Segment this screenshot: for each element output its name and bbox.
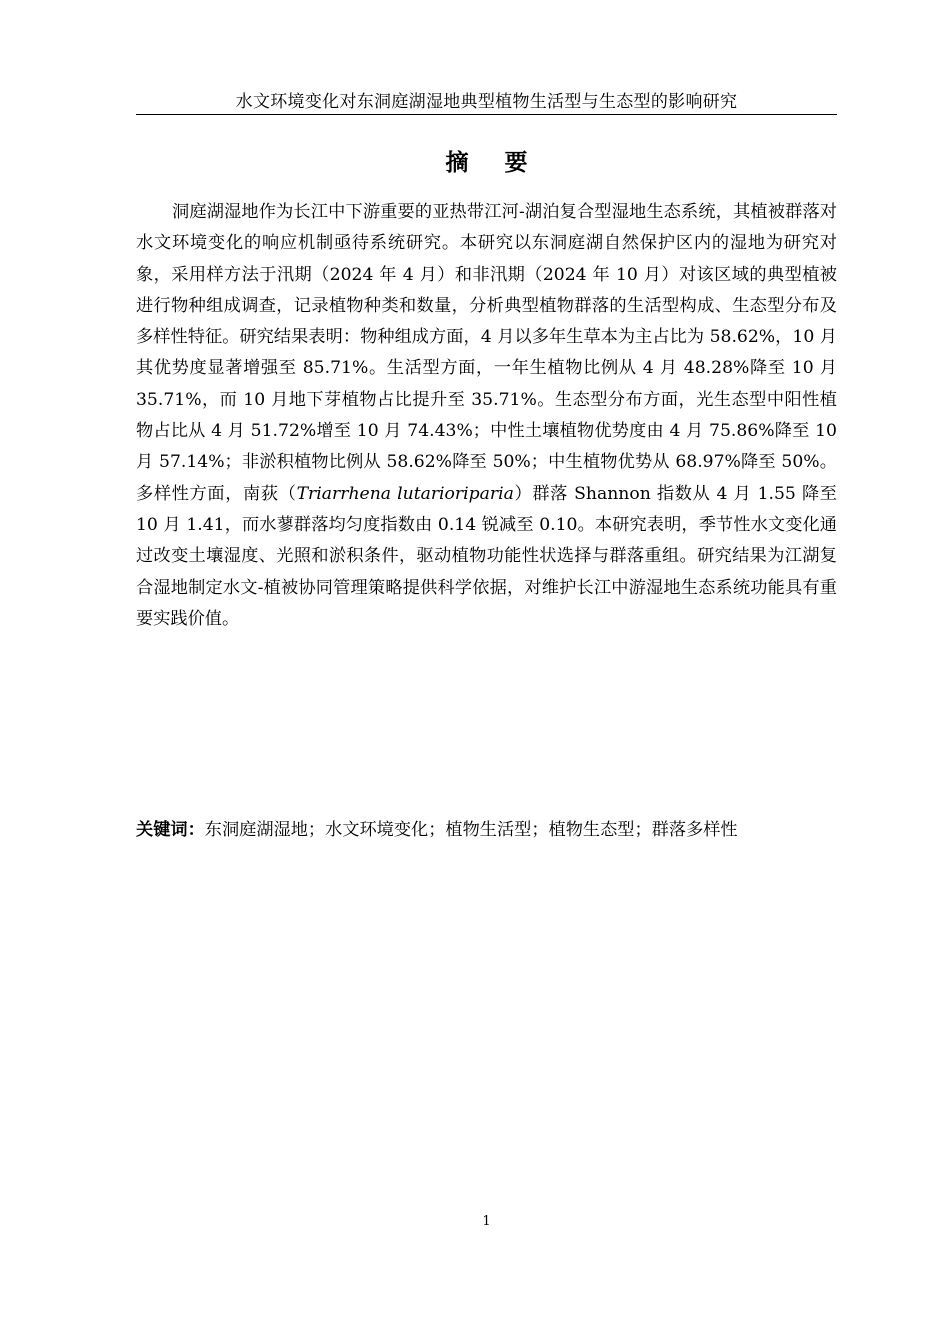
abstract-text-part-1: 洞庭湖湿地作为长江中下游重要的亚热带江河-湖泊复合型湿地生态系统，其植被群落对水文环境变化的响应机制亟待系统研究。本研究以东洞庭湖自然保护区内的湿地为研究对象，采用样方法于汛期（2024 年 4 月）和非汛期（2024 年 10 月）对该区域的典型植被进行物种组成调查，记录植物种类和数量，分析典型植物群落的生活型构成、生态型分布及多样性特征。研究结果表明：物种组成方面，4 月以多年生草本为主占比为 58.62%，10 月其优势度显著增强至 85.71%。生活型方面，一年生植物比例从 4 月 48.28%降至 10 月 35.71%，而 10 月地下芽植物占比提升至 35.71%。生态型分布方面，光生态型中阳性植物占比从 4 月 51.72%增至 10 月 74.43%；中性土壤植物优势度由 4 月 75.86%降至 10 月 57.14%；非淤积植物比例从 58.62%降至 50%；中生植物优势从 68.97%降至 50%。多样性方面，南荻（ [136, 202, 837, 504]
keywords-text: 东洞庭湖湿地；水文环境变化；植物生活型；植物生态型；群落多样性 [204, 820, 738, 840]
abstract-title: 摘 要 [445, 150, 542, 176]
page-number: 1 [482, 1214, 491, 1229]
keywords [136, 815, 837, 846]
keywords-label: 关键词： [136, 820, 205, 840]
abstract-body [136, 197, 837, 635]
species-latin-name: Triarrhena lutarioriparia [296, 483, 514, 504]
running-header: 水文环境变化对东洞庭湖湿地典型植物生活型与生态型的影响研究 [136, 91, 837, 115]
abstract-text-part-2: ）群落 Shannon 指数从 4 月 1.55 降至 10 月 1.41，而水蓼群落均匀度指数由 0.14 锐减至 0.10。本研究表明，季节性水文变化通过改变土壤湿度、光照和淤积条件，驱动植物功能性状选择与群落重组。研究结果为江湖复合湿地制定水文-植被协同管理策略提供科学依据，对维护长江中游湿地生态系统功能具有重要实践价值。 [136, 483, 837, 629]
